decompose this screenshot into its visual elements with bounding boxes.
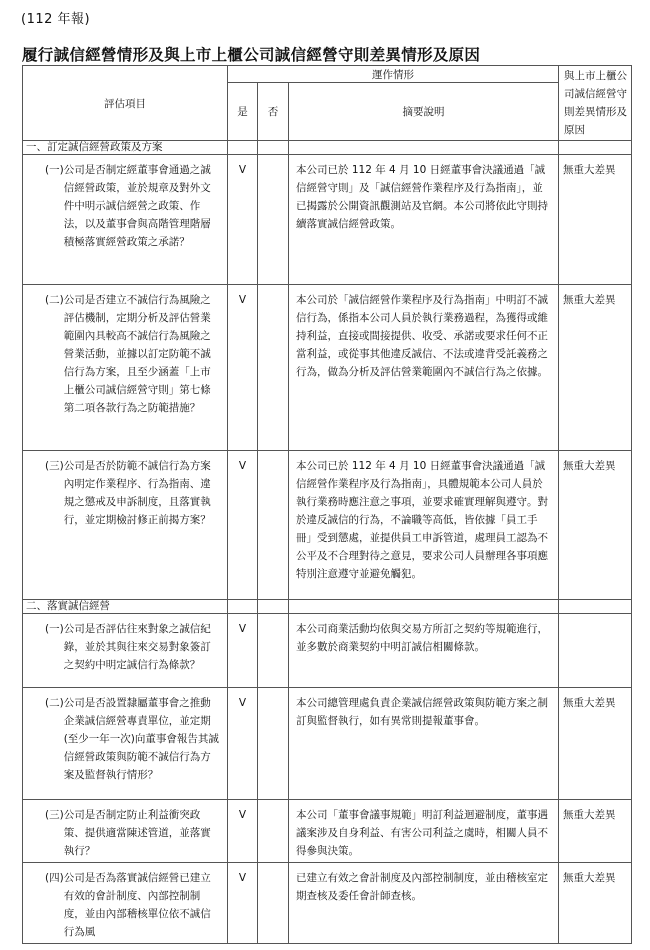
item-text: 公司是否制定防止利益衝突政策、提供適當陳述管道，並落實執行？ [63, 809, 211, 857]
item-number: (二) [45, 294, 64, 306]
summary-text: 已建立有效之會計制度及內部控制制度，並由稽核室定期查核及委任會計師查核。 [289, 863, 559, 944]
table-row [23, 800, 632, 863]
item-number: (四) [45, 872, 64, 884]
item-text: 公司是否評估往來對象之誠信紀錄，並於其與往來交易對象簽訂之契約中明定誠信行為條款？ [63, 623, 211, 671]
table-row [23, 285, 632, 451]
difference-text: 無重大差異 [559, 451, 632, 600]
item-number: (三) [45, 460, 64, 472]
summary-text: 本公司已於 112 年 4 月 10 日經董事會決議通過「誠信經營守則」及「誠信經營作業程序及行為指南」，並已揭露於公開資訊觀測站及官網。本公司將依此守則持續落實誠信經營政策。 [289, 155, 559, 285]
section-row [23, 141, 632, 155]
summary-text: 本公司已於 112 年 4 月 10 日經董事會決議通過「誠信經營作業程序及行為指南」，具體規範本公司人員於執行業務時應注意之事項，並要求確實理解與遵守。對於違反誠信的行為，不論職等高低，皆依據「員工手冊」受到懲處，並提供員工申訴管道，處理員工認為不公平及不合理對待之意見，要求公司人員辦理各事項應特別注意遵守並避免觸犯。 [289, 451, 559, 600]
yes-mark: V [228, 451, 258, 600]
no-mark [258, 688, 289, 800]
header-summary: 摘要說明 [289, 83, 559, 141]
page-title: 履行誠信經營情形及與上市上櫃公司誠信經營守則差異情形及原因 [22, 46, 481, 64]
difference-text: 無重大差異 [559, 863, 632, 944]
section-label: 二、落實誠信經營 [23, 600, 228, 614]
header-operation: 運作情形 [228, 66, 559, 83]
header-difference: 與上市上櫃公司誠信經營守則差異情形及原因 [559, 66, 632, 141]
item-number: (一) [45, 623, 64, 635]
table-row [23, 614, 632, 688]
table-row [23, 451, 632, 600]
header-no: 否 [258, 83, 289, 141]
summary-text: 本公司總管理處負責企業誠信經營政策與防範方案之制訂與監督執行，如有異常則提報董事會。 [289, 688, 559, 800]
yes-mark: V [228, 155, 258, 285]
section-row [23, 600, 632, 614]
summary-text: 本公司「董事會議事規範」明訂利益迴避制度，董事遇議案涉及自身利益、有害公司利益之虞時，相關人員不得參與決策。 [289, 800, 559, 863]
no-mark [258, 155, 289, 285]
difference-text: 無重大差異 [559, 285, 632, 451]
summary-text: 本公司商業活動均依與交易方所訂之契約等規範進行，並多數於商業契約中明訂誠信相關條款。 [289, 614, 559, 688]
summary-text: 本公司於「誠信經營作業程序及行為指南」中明訂不誠信行為，係指本公司人員於執行業務過程，為獲得或維持利益，直接或間接提供、收受、承諾或要求任何不正當利益，或從事其他違反誠信、不法或違背受託義務之行為，做為分析及評估營業範圍內不誠信行為之依據。 [289, 285, 559, 451]
table-row [23, 863, 632, 944]
yes-mark: V [228, 285, 258, 451]
no-mark [258, 285, 289, 451]
table-row [23, 688, 632, 800]
header-yes: 是 [228, 83, 258, 141]
item-text: 公司是否建立不誠信行為風險之評估機制，定期分析及評估營業範圍內具較高不誠信行為風險之營業活動，並據以訂定防範不誠信行為方案，且至少涵蓋「上市上櫃公司誠信經營守則」第七條第二項各款行為之防範措施？ [63, 294, 211, 414]
difference-text [559, 614, 632, 688]
item-text: 公司是否設置隸屬董事會之推動企業誠信經營專責單位，並定期(至少一年一次)向董事會報告其誠信經營政策與防範不誠信行為方案及監督執行情形？ [63, 697, 219, 781]
no-mark [258, 614, 289, 688]
no-mark [258, 451, 289, 600]
item-number: (一) [45, 164, 64, 176]
item-text: 公司是否於防範不誠信行為方案內明定作業程序、行為指南、違規之懲戒及申訴制度，且落實執行，並定期檢討修正前揭方案？ [63, 460, 211, 526]
yes-mark: V [228, 800, 258, 863]
difference-text: 無重大差異 [559, 155, 632, 285]
item-number: (二) [45, 697, 64, 709]
report-year: (112 年報) [21, 12, 91, 27]
yes-mark: V [228, 614, 258, 688]
difference-text: 無重大差異 [559, 688, 632, 800]
item-number: (三) [45, 809, 64, 821]
table-row [23, 155, 632, 285]
item-text: 公司是否制定經董事會通過之誠信經營政策，並於規章及對外文件中明示誠信經營之政策、作法，以及董事會與高階管理階層積極落實經營政策之承諾？ [63, 164, 211, 248]
section-label: 一、訂定誠信經營政策及方案 [23, 141, 228, 155]
yes-mark: V [228, 863, 258, 944]
yes-mark: V [228, 688, 258, 800]
no-mark [258, 800, 289, 863]
integrity-evaluation-table [22, 65, 632, 944]
difference-text: 無重大差異 [559, 800, 632, 863]
header-item: 評估項目 [23, 66, 228, 141]
item-text: 公司是否為落實誠信經營已建立有效的會計制度、內部控制制度，並由內部稽核單位依不誠信行為風 [63, 872, 211, 938]
no-mark [258, 863, 289, 944]
